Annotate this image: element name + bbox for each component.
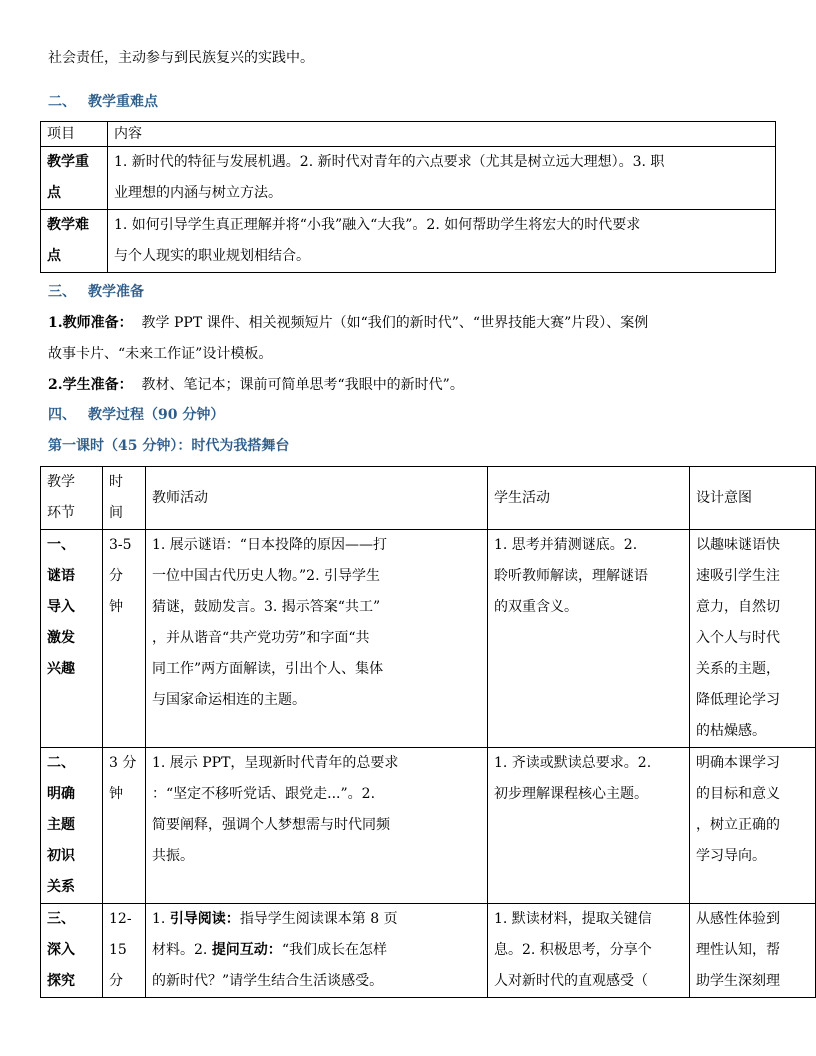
header-teacher: 教师活动 xyxy=(146,467,488,530)
table-header-row xyxy=(41,467,816,530)
time-cell: 3-5 分 钟 xyxy=(103,530,146,748)
time-cell: 3 分 钟 xyxy=(103,748,146,904)
stage-cell: 三、 深入 探究 xyxy=(41,904,103,998)
design-intent-cell: 从感性体验到 理性认知，帮 助学生深刻理 xyxy=(690,904,816,998)
table-row xyxy=(41,530,816,748)
teaching-process-table xyxy=(40,466,816,998)
teacher-activity-cell: 1. 引导阅读：指导学生阅读课本第 8 页 材料。2. 提问互动：“我们成长在怎样 的新时代？”请学生结合生活谈感受。 xyxy=(146,904,488,998)
intro-line: 社会责任，主动参与到民族复兴的实践中。 xyxy=(48,50,314,66)
row-content: 1. 新时代的特征与发展机遇。2. 新时代对青年的六点要求（尤其是树立远大理想）。3. 职 业理想的内涵与树立方法。 xyxy=(108,147,776,210)
section-number: 四、 xyxy=(48,407,76,423)
teacher-activity-cell: 1. 展示 PPT，呈现新时代青年的总要求 ：“坚定不移听党话、跟党走...”。2. 简要阐释，强调个人梦想需与时代同频 共振。 xyxy=(146,748,488,904)
student-activity-cell: 1. 齐读或默读总要求。2. 初步理解课程核心主题。 xyxy=(488,748,690,904)
lesson-title: 第一课时（45 分钟）：时代为我搭舞台 xyxy=(48,438,290,454)
teacher-prep-line: 1.教师准备： 教学 PPT 课件、相关视频短片（如“我们的新时代”、“世界技能大赛”片段）、案例 xyxy=(48,315,649,331)
table-row xyxy=(41,748,816,904)
student-prep-label: 2.学生准备： xyxy=(48,377,133,393)
section-number: 三、 xyxy=(48,284,76,300)
teacher-prep-label: 1.教师准备： xyxy=(48,315,133,331)
student-activity-cell: 1. 默读材料，提取关键信 息。2. 积极思考，分享个 人对新时代的直观感受（ xyxy=(488,904,690,998)
design-intent-cell: 明确本课学习 的目标和意义 ，树立正确的 学习导向。 xyxy=(690,748,816,904)
table-row xyxy=(41,904,816,998)
header-student: 学生活动 xyxy=(488,467,690,530)
section-number: 二、 xyxy=(48,94,76,110)
stage-cell: 二、 明确 主题 初识 关系 xyxy=(41,748,103,904)
row-label: 教学难 点 xyxy=(41,210,108,273)
stage-cell: 一、 谜语 导入 激发 兴趣 xyxy=(41,530,103,748)
table-header-row xyxy=(41,122,776,147)
header-stage: 教学 环节 xyxy=(41,467,103,530)
teacher-activity-cell: 1. 展示谜语：“日本投降的原因——打 一位中国古代历史人物。”2. 引导学生 猜谜，鼓励发言。3. 揭示答案“共工” ，并从谐音“共产党功劳”和字面“共 同工作”两方面解读，引出个人、集体 与国家命运相连的主题。 xyxy=(146,530,488,748)
student-prep-line: 2.学生准备： 教材、笔记本；课前可简单思考“我眼中的新时代”。 xyxy=(48,377,464,393)
design-intent-cell: 以趣味谜语快 速吸引学生注 意力，自然切 入个人与时代 关系的主题， 降低理论学习 的枯燥感。 xyxy=(690,530,816,748)
section-heading-4 xyxy=(48,405,224,425)
section-title: 教学重难点 xyxy=(88,94,158,110)
section-title: 教学过程（90 分钟） xyxy=(88,407,225,423)
header-design: 设计意图 xyxy=(690,467,816,530)
key-points-table xyxy=(40,121,776,273)
section-heading-3 xyxy=(48,282,144,302)
row-label: 教学重 点 xyxy=(41,147,108,210)
header-content: 内容 xyxy=(108,122,776,147)
table-row xyxy=(41,210,776,273)
time-cell: 12- 15 分 xyxy=(103,904,146,998)
section-heading-2 xyxy=(48,92,158,112)
header-time: 时 间 xyxy=(103,467,146,530)
row-content: 1. 如何引导学生真正理解并将“小我”融入“大我”。2. 如何帮助学生将宏大的时代要求 与个人现实的职业规划相结合。 xyxy=(108,210,776,273)
student-activity-cell: 1. 思考并猜测谜底。2. 聆听教师解读，理解谜语 的双重含义。 xyxy=(488,530,690,748)
header-item: 项目 xyxy=(41,122,108,147)
teacher-prep-line-2: 故事卡片、“未来工作证”设计模板。 xyxy=(48,346,273,362)
table-row xyxy=(41,147,776,210)
section-title: 教学准备 xyxy=(88,284,144,300)
